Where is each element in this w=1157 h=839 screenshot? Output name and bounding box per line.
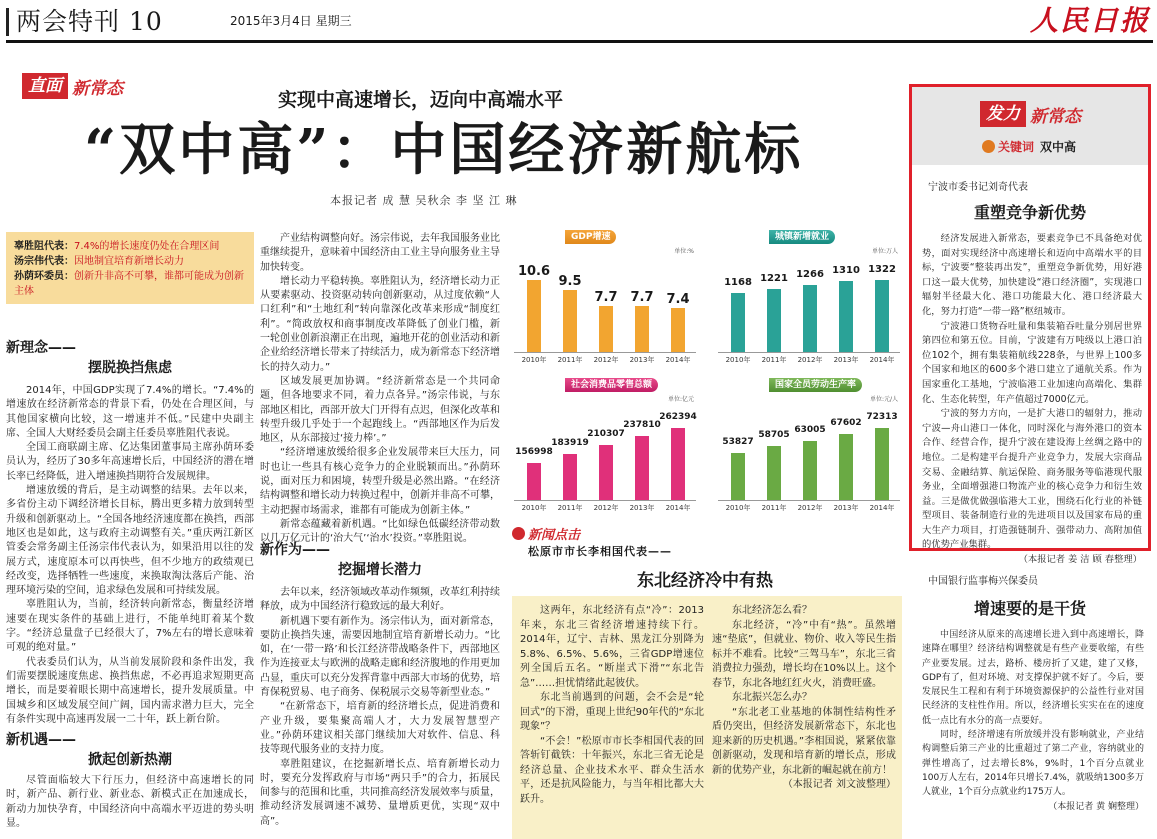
right-title: 增速要的是干货 xyxy=(973,599,1086,618)
chart-value-label: 72313 xyxy=(866,412,898,422)
chart-value-label: 1322 xyxy=(868,264,896,275)
article-text: 去年以来，经济领域改革动作频频，改革红利持续释放，成为中国经济行稳致远的最大利好。 新机遇下要有新作为。汤宗伟认为，面对新常态，要防止换挡失速，需要因地制宜培育新增长动力。“比如，在‘一带一路’和长江经济带战略条件下，西部地区作为连接亚太与欧洲的战略走廊和经济腹地的作用更加凸显，重庆可以充分发挥背靠中西部大市场的优势，培育保税贸易、电子商务、保税展示交易等新型业态。” “在新常态下，培育新的经济增长点，促进消费和产业升级，要集聚高端人才，大力发展智慧型产业。”孙荫环建议相关部门继续加大对软件、信息、科技等现代服务业的支持力度。 辜胜阻建议，在挖掘新增长点、培育新增长动力时，要充分发挥政府与市场“两只手”的合力，拓展民间参与的范围和比重，共同推高经济发展效率与质量，推动经济发展调速不减势、量增质更优，实现“双中高”。 xyxy=(260,587,500,827)
chart-value-label: 7.7 xyxy=(594,289,618,305)
chart-value-label: 262394 xyxy=(659,412,697,422)
chart-value-label: 63005 xyxy=(794,424,826,435)
chart-bar xyxy=(635,436,649,500)
chart-bar xyxy=(671,308,685,352)
subheadline: 实现中高速增长，迈向中高端水平 xyxy=(278,89,564,111)
chart-bar xyxy=(731,453,745,500)
chart-value-label: 1221 xyxy=(760,272,788,284)
chart-unit: 单位:元/人 xyxy=(869,396,898,403)
news-click-byline: 松原市市长李相国代表—— xyxy=(528,545,672,558)
chart-bar xyxy=(875,428,889,500)
column-1 xyxy=(6,338,254,727)
chart-bar xyxy=(875,280,889,352)
featured-tag: 发力 新常态 xyxy=(980,100,1081,128)
quote-line: 孙荫环委员：创新升非高不可攀，谁都可能成为创新主体 xyxy=(14,271,244,297)
quote-line: 汤宗伟代表：因地制宜培育新增长动力 xyxy=(14,256,184,267)
section-heading: 新理念—— xyxy=(6,340,76,356)
chart-value-label: 7.7 xyxy=(630,289,654,305)
chart-value-label: 7.4 xyxy=(666,292,690,308)
news-click-left: 这两年，东北经济有点“冷”：2013年来，东北三省经济增速持续下行。2014年，辽宁、吉林、黑龙江分别降为5.8%、6.5%、5.6%，三省GDP增速位列全国后五名。“断崖式下滑”“东北告急”……担忧情绪此起彼伏。 东北当前遇到的问题，会不会是“轮回式”的下滑，重现上世纪90年代的“东北现象”？ “不会！”松原市市长李相国代表的回答斩钉截铁：十年振兴，东北三省无论是经济总量、企业技术水平、群众生活水平，还是抗风险能力，与当年相比都大大跃升。 xyxy=(520,605,704,805)
chart-bar xyxy=(731,293,745,352)
news-click-label: 新闻点击 xyxy=(528,528,581,543)
chart-value-label: 1266 xyxy=(796,268,824,280)
article-text: 尽管面临较大下行压力，但经济中高速增长的同时，新产品、新行业、新业态、新模式正在加速成长，新动力加快孕育，中国经济向中高端水平迈进的势头明显。 xyxy=(6,775,254,829)
chart-value-label: 1168 xyxy=(724,277,752,289)
chart-axis xyxy=(718,500,900,501)
chart-category-label: 2013年 xyxy=(833,504,859,512)
byline: 本报记者 成 慧 吴秋余 李 坚 江 琳 xyxy=(330,194,518,207)
issue-date: 2015年3月4日 星期三 xyxy=(230,14,352,28)
chart-category-label: 2011年 xyxy=(761,356,787,364)
chart-bar xyxy=(527,280,541,352)
chart-title: 城镇新增就业 xyxy=(769,230,835,244)
chart-title: GDP增速 xyxy=(565,230,616,244)
chart-value-label: 156998 xyxy=(515,446,553,457)
chart-category-label: 2010年 xyxy=(521,356,547,364)
chart-bar xyxy=(563,454,577,500)
chart-title: 国家全员劳动生产率 xyxy=(769,378,862,392)
news-click-title: 东北经济冷中有热 xyxy=(637,571,773,591)
chart-bar xyxy=(767,446,781,500)
chart-unit: 单位:% xyxy=(674,248,694,255)
chart-labor-productivity xyxy=(714,378,904,518)
chart-category-label: 2012年 xyxy=(593,356,619,364)
chart-value-label: 1310 xyxy=(832,265,860,277)
featured-text: 经济发展进入新常态，要素竞争已不具备绝对优势，面对实现经济中高速增长和迈向中高端水平的目标，宁波要“整装再出发”，重塑竞争新优势，用好港口这一最大优势，加快建设“港口经济圈”，实现港口辐射半径最大化、港口功能最大化、港口经济最大化，努力打造“一带一路”枢纽城市。 宁波港口货物吞吐量和集装箱吞吐量分别居世界第四位和第五位。目前，宁波建有万吨级以上港口泊位102个，拥有集装箱航线228条，与世界上100多个国家和地区的600多个港口建立了通航关系。作为国家重化工基地，宁波临港工业加速向高端化、集群化、生态化转型，年产值超过7000亿元。 宁波的努力方向，一是扩大港口的辐射力，推动宁波—舟山港口一体化，同时深化与海外港口的资本合作、经营合作，提升宁波在建设海上丝绸之路中的地位。二是构建平台提升产业竞争力，发展大宗商品交易、金融结算、航运保险、商务服务等临港现代服务业，全面增强港口物流产业的核心竞争力和衍生效益。三是做优做强临港大工业，围绕石化行业的补链型项目、装备制造行业的先进项目以及国家布局的重大生产力项目，打造强链制升、强带动力、高附加值的优势产业集群。 （本报记者 姜 洁 顾 春整理） xyxy=(922,233,1142,566)
quote-box xyxy=(6,232,254,304)
column-2-section xyxy=(260,540,500,829)
chart-value-label: 10.6 xyxy=(517,264,551,279)
chart-axis xyxy=(514,352,696,353)
column-1-section-2 xyxy=(6,730,254,831)
chart-category-label: 2010年 xyxy=(521,504,547,512)
chart-category-label: 2013年 xyxy=(629,504,655,512)
chart-axis xyxy=(514,500,696,501)
chart-bar xyxy=(803,441,817,500)
header-left-bar xyxy=(6,8,9,36)
chart-value-label: 237810 xyxy=(623,420,661,431)
chart-category-label: 2012年 xyxy=(797,504,823,512)
chart-category-label: 2013年 xyxy=(629,356,655,364)
chart-bar xyxy=(839,281,853,352)
quote-line: 辜胜阻代表：7.4%的增长速度仍处在合理区间 xyxy=(14,241,220,252)
chart-gdp-growth xyxy=(510,230,700,370)
chart-unit: 单位:万人 xyxy=(871,248,898,255)
tag-part-a: 直面 xyxy=(22,73,68,99)
chart-value-label: 53827 xyxy=(722,437,754,448)
chart-retail-sales xyxy=(510,378,700,518)
featured-author: 宁波市委书记刘奇代表 xyxy=(928,182,1028,193)
chart-category-label: 2014年 xyxy=(665,504,691,512)
chart-category-label: 2014年 xyxy=(869,356,895,364)
chart-category-label: 2012年 xyxy=(593,504,619,512)
chart-bar xyxy=(803,285,817,352)
section-heading: 新作为—— xyxy=(260,542,330,558)
chart-bar xyxy=(767,289,781,352)
chart-value-label: 67602 xyxy=(830,418,862,429)
chart-category-label: 2010年 xyxy=(725,504,751,512)
newspaper-logo: 人民日报 xyxy=(1030,4,1151,37)
chart-bar xyxy=(599,445,613,500)
chart-bar xyxy=(563,290,577,352)
news-click-tag xyxy=(512,524,580,543)
chart-category-label: 2012年 xyxy=(797,356,823,364)
headline: “双中高”：中国经济新航标 xyxy=(84,117,804,183)
section-title: 两会特刊 10 xyxy=(16,7,163,36)
chart-bar xyxy=(635,306,649,352)
chart-bar xyxy=(527,463,541,500)
chart-category-label: 2010年 xyxy=(725,356,751,364)
news-click-right: 东北经济怎么看？ 东北经济，“冷”中有“热”。虽然增速“垫底”，但就业、物价、收入等民生指标并不难看。比较“三驾马车”，东北三省消费拉力强劲，增长均在10%以上。这个春节，东北各地红红火火，消费旺盛。 东北振兴怎么办？ “东北老工业基地的体制性结构性矛盾仍突出，但经济发展新常态下，东北也迎来新的历史机遇。”李相国说，紧紧依靠创新驱动，发现和培育新的增长点，形成新的优势产业，东北新的崛起就在前方！ （本报记者 刘文波整理） xyxy=(712,605,896,790)
section-subheading: 挖掘增长潜力 xyxy=(338,562,422,578)
chart-category-label: 2014年 xyxy=(665,356,691,364)
page-header xyxy=(0,0,1157,44)
section-subheading: 掀起创新热潮 xyxy=(88,752,172,768)
news-dot-icon xyxy=(512,527,525,540)
chart-axis xyxy=(718,352,900,353)
chart-value-label: 58705 xyxy=(758,430,790,441)
keyword-dot-icon xyxy=(982,140,995,153)
tag-part-b: 新常态 xyxy=(72,78,123,99)
chart-value-label: 183919 xyxy=(551,437,589,448)
section-heading: 新机遇—— xyxy=(6,732,76,748)
right-author: 中国银行监事梅兴保委员 xyxy=(928,576,1038,587)
chart-category-label: 2011年 xyxy=(557,356,583,364)
article-text: 产业结构调整向好。汤宗伟说，去年我国服务业比重继续提升，意味着中国经济由工业主导向服务业主导加快转变。 增长动力平稳转换。辜胜阻认为，经济增长动力正从要素驱动、投资驱动转向创新驱动，从过度依赖“人口红利”和“土地红利”转向靠深化改革来形成“制度红利”。“简政放权和商事制度改革降低了创业门槛，新一轮创业创新浪潮正在出现，遍地开花的创业活动和新企业给经济增长带来了持续活力，成为新常态下经济增长的持久动力。” 区域发展更加协调。“经济新常态是一个共同命题，但各地要求不同，着力点各异。”汤宗伟说，与东部地区相比，西部开放大门开得有点迟，但深化改革和转型升级几乎处于一个起跑线上。“西部地区作为后发地区，从东部接过‘接力棒’。” “经济增速放缓给很多企业发展带来巨大压力，同时也让一些具有核心竞争力的企业脱颖而出。”孙荫环说，面对压力和困境，转型升级是必然出路。“在经济结构调整和增长动力转换过程中，创新并非高不可攀，主动把握市场需求，谁都有可能成为创新主体。” 新常态蕴藏着新机遇。“比如绿色低碳经济带动数以几万亿元计的‘治大气’‘治水’投资。”辜胜阻说。 xyxy=(260,233,500,545)
banner-tag xyxy=(22,72,123,100)
chart-bar xyxy=(671,428,685,500)
chart-bar xyxy=(599,306,613,352)
chart-category-label: 2011年 xyxy=(557,504,583,512)
article-text: 2014年，中国GDP实现了7.4%的增长。“7.4%的增速放在经济新常态的背景下看，仍处在合理区间，与其他国家横向比较，这一增速并不低。”民建中央副主席、全国人大财经委员会副主任委员辜胜阻代表说。 全国工商联副主席、亿达集团董事局主席孙荫环委员认为，经历了30多年高速增长后，中国经济的潜在增长率已经降低，进入增速换挡期符合发展规律。 增速放缓的背后，是主动调整的结果。去年以来，多省份主动下调经济增长目标，腾出更多精力放到转型升级和创新驱动上。“全国各地经济速度都在换挡，西部地区也是如此，这与政府主动调整有关。”重庆两江新区管委会常务副主任汤宗伟代表认为，如果沿用以往的发展方式，速度原本可以再快些，但不少地方的政绩观已经改变，选择牺牲一些速度，来换取淘汰落后产能、治理环境污染的空间，追求绿色发展和可持续发展。 辜胜阻认为，当前，经济转向新常态，衡量经济增速要在现实条件的基础上进行，不能单纯盯着某个数字。“经济总量盘子已经很大了，7%左右的增长意味着可观的绝对量。” 代表委员们认为，从当前发展阶段和条件出发，我们需要摆脱速度焦虑、换挡焦虑，不必再追求短期更高增长，而是要着眼长期中高速增长，提升发展质量。中国城乡和区域发展空间广阔，国内需求潜力巨大，完全有条件实现中高速再发展一二十年，跃上新台阶。 xyxy=(6,385,254,725)
chart-unit: 单位:亿元 xyxy=(667,396,694,403)
right-text: 中国经济从原来的高速增长进入到中高速增长，降速降在哪里？经济结构调整就是有些产业要收缩，有些产业要发展。过去，路桥、楼房折了又建，建了又修，GDP有了，但对环境、对支撑保护就不好了。今后，要发展民生工程和有利于环境资源保护的公益性行业对国民经济的支柱性作用。所以，经济增长实实在在的速度低一点比有水分的高一点要好。 同时，经济增速有所放缓并没有影响就业，产业结构调整后第三产业的比重超过了第二产业，容纳就业的弹性增高了，过去增长8%，9%时，1个百分点就业100万人左右，2014年只增长7.4%，就吸纳1300多万人就业，1个百分点就业约175万人。 （本报记者 黄 娴整理） xyxy=(922,630,1144,812)
section-subheading: 摆脱换挡焦虑 xyxy=(88,360,172,376)
keyword-row: 关键词 双中高 xyxy=(982,138,1076,155)
chart-urban-employment xyxy=(714,230,904,370)
chart-title: 社会消费品零售总额 xyxy=(565,378,658,392)
chart-bar xyxy=(839,434,853,500)
chart-category-label: 2014年 xyxy=(869,504,895,512)
chart-category-label: 2013年 xyxy=(833,356,859,364)
header-rule xyxy=(6,40,1153,43)
column-2 xyxy=(260,232,500,547)
featured-title: 重塑竞争新优势 xyxy=(973,203,1086,222)
chart-value-label: 9.5 xyxy=(558,273,582,289)
chart-value-label: 210307 xyxy=(587,429,625,440)
chart-category-label: 2011年 xyxy=(761,504,787,512)
